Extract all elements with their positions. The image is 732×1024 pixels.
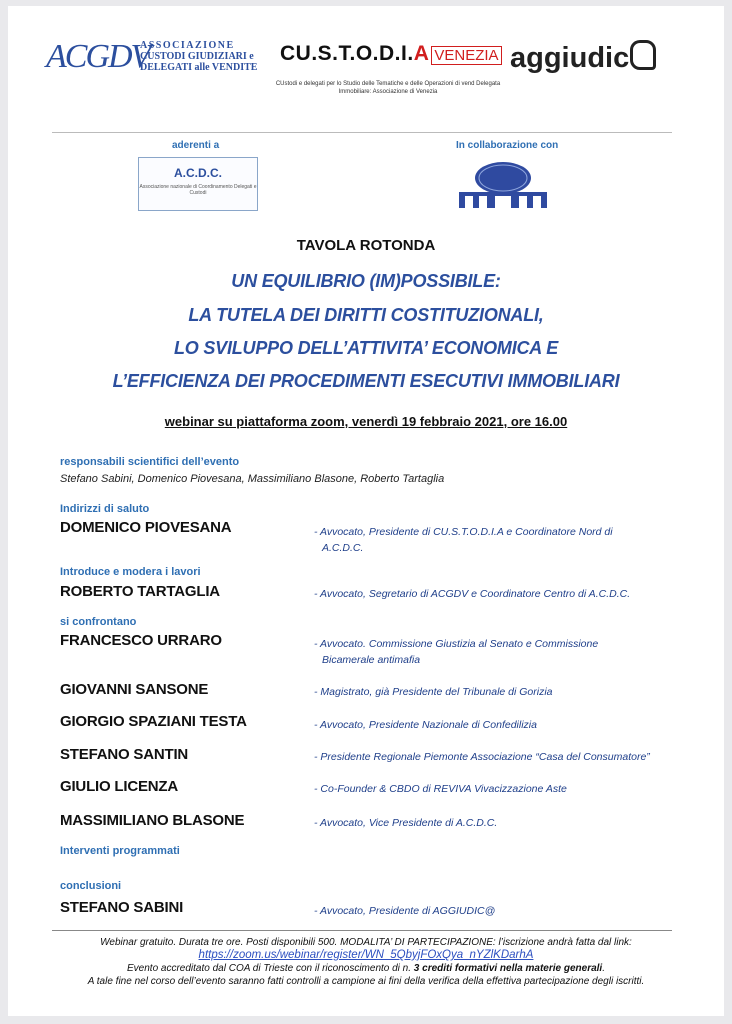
speaker-name-4: GIOVANNI SANSONE	[60, 681, 209, 698]
footer-credits: 3 crediti formativi nella materie generali	[413, 963, 603, 974]
acdc-logo	[138, 157, 258, 211]
custodia-venezia: VENEZIA	[431, 46, 501, 65]
webinar-info: webinar su piattaforma zoom, venerdì 19 febbraio 2021, ore 16.00	[164, 414, 568, 429]
speaker-name-1: DOMENICO PIOVESANA	[60, 519, 232, 536]
speaker-role-1	[314, 524, 674, 556]
speaker-role-2: - Avvocato, Segretario di ACGDV e Coordinatore Centro di A.C.D.C.	[314, 588, 631, 600]
aderenti-label: aderenti a	[172, 140, 220, 151]
title-line-4: L’EFFICIENZA DEI PROCEDIMENTI ESECUTIVI IMMOBILIARI	[112, 371, 620, 391]
header-divider	[52, 132, 672, 133]
footer-divider	[52, 930, 672, 931]
speaker-role-8: - Avvocato, Vice Presidente di A.C.D.C.	[314, 817, 498, 829]
footer-info	[30, 936, 702, 988]
acdc-logo-title: A.C.D.C.	[174, 166, 222, 180]
zoom-registration-link[interactable]: https://zoom.us/webinar/register/WN_5QbyjFOxQya_nYZlKDarhA	[198, 949, 534, 961]
acgdv-line-3: DELEGATI alle VENDITE	[140, 62, 258, 73]
speaker-role-4: - Magistrato, già Presidente del Tribunale di Gorizia	[314, 686, 553, 698]
speaker-role-3	[314, 636, 674, 668]
custodia-a: A	[413, 42, 430, 65]
collaborazione-label: In collaborazione con	[456, 140, 559, 151]
event-kind: TAVOLA ROTONDA	[296, 237, 436, 254]
custodia-logo	[280, 42, 502, 66]
aggiudica-text: aggiudic	[510, 42, 630, 74]
acgdv-line-2: CUSTODI GIUDIZIARI e	[140, 51, 254, 62]
speaker-name-5: GIORGIO SPAZIANI TESTA	[60, 713, 247, 730]
speaker-role-6: - Presidente Regionale Piemonte Associazione “Casa del Consumatore”	[314, 751, 650, 763]
section-responsabili: responsabili scientifici dell’evento	[60, 456, 240, 468]
speaker-role-3-line-2: Bicamerale antimafia	[322, 654, 421, 666]
speaker-name-6: STEFANO SANTIN	[60, 746, 189, 763]
footer-line-1: Webinar gratuito. Durata tre ore. Posti disponibili 500. MODALITA’ DI PARTECIPAZIONE: l’iscrizione andrà fatta dal link:	[100, 937, 632, 948]
title-line-3: LO SVILUPPO DELL’ATTIVITA’ ECONOMICA E	[173, 338, 559, 358]
section-conclusioni: conclusioni	[60, 880, 122, 892]
acdc-logo-subtitle: Associazione nazionale di Coordinamento Delegati e Custodi	[139, 184, 257, 196]
acgdv-logo-text	[140, 40, 257, 73]
title-line-2: LA TUTELA DEI DIRITTI COSTITUZIONALI,	[188, 305, 544, 325]
footer-line-3	[30, 962, 702, 975]
custodia-prefix: CU.S.T.O.D.I.	[280, 42, 414, 65]
collaborator-building-icon	[455, 158, 551, 210]
section-interventi: Interventi programmati	[60, 845, 180, 857]
section-confrontano: si confrontano	[60, 616, 137, 628]
speaker-role-9: - Avvocato, Presidente di AGGIUDIC@	[314, 905, 496, 917]
aggiudica-at-icon	[630, 40, 656, 70]
speaker-role-5: - Avvocato, Presidente Nazionale di Confedilizia	[314, 719, 537, 731]
footer-line-3-pre: Evento accreditato dal COA di Trieste con il riconoscimento di n.	[127, 963, 414, 974]
speaker-name-2: ROBERTO TARTAGLIA	[60, 583, 220, 600]
acgdv-line-1: ASSOCIAZIONE	[140, 40, 235, 51]
section-modera: Introduce e modera i lavori	[60, 566, 201, 578]
speaker-role-7: - Co-Founder & CBDO di REVIVA Vivacizzazione Aste	[314, 783, 567, 795]
speaker-role-1-line-2: A.C.D.C.	[322, 542, 364, 554]
footer-line-3-post: .	[602, 963, 605, 974]
responsabili-names: Stefano Sabini, Domenico Piovesana, Massimiliano Blasone, Roberto Tartaglia	[60, 473, 445, 485]
section-saluto: Indirizzi di saluto	[60, 503, 150, 515]
acgdv-logo-mark: ACGDV	[46, 38, 150, 75]
title-line-1: UN EQUILIBRIO (IM)POSSIBILE:	[231, 271, 501, 291]
speaker-name-9: STEFANO SABINI	[60, 899, 184, 916]
speaker-name-7: GIULIO LICENZA	[60, 778, 179, 795]
speaker-name-8: MASSIMILIANO BLASONE	[60, 812, 245, 829]
speaker-name-3: FRANCESCO URRARO	[60, 632, 222, 649]
aggiudica-logo	[510, 40, 656, 75]
footer-line-4: A tale fine nel corso dell’evento saranno fatti controlli a campione ai fini della verifica della effettiva partecipazione degli iscritti.	[87, 976, 645, 987]
speaker-role-3-line-1: - Avvocato. Commissione Giustizia al Senato e Commissione	[314, 638, 599, 650]
speaker-role-1-line-1: - Avvocato, Presidente di CU.S.T.O.D.I.A e Coordinatore Nord di	[314, 526, 613, 538]
custodia-subtitle: CUstodi e delegati per lo Studio delle Tematiche e delle Operazioni di vend Delegata Immobiliare: Associazione di Venezia	[275, 81, 501, 95]
